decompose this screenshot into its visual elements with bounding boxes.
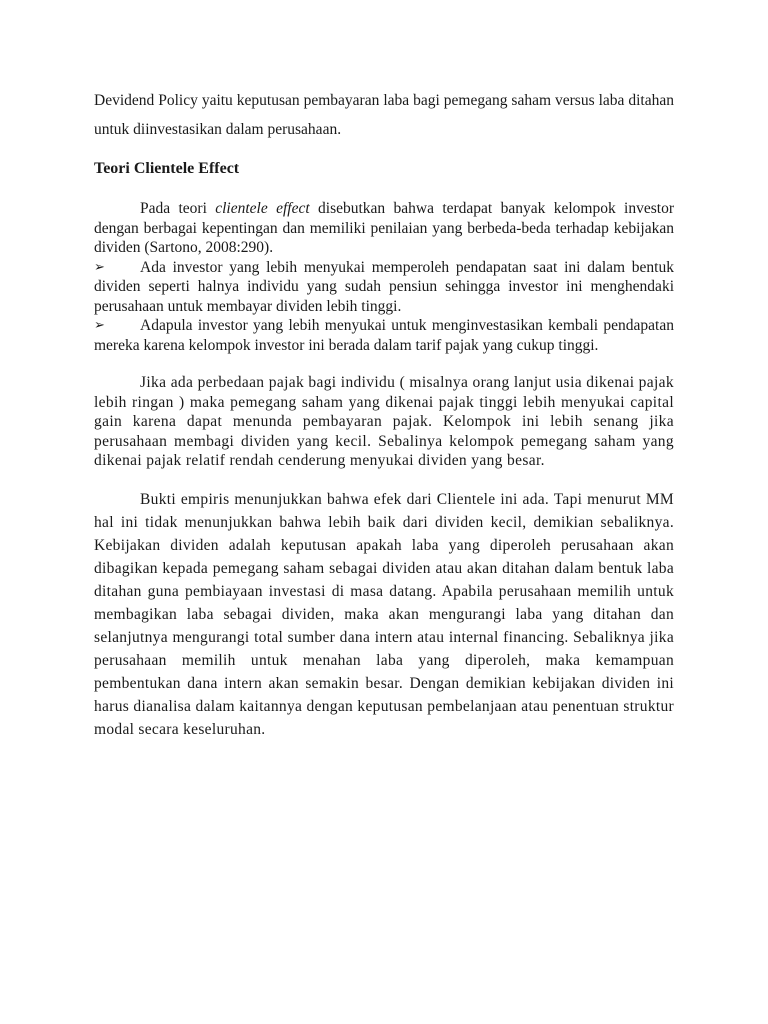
para1-text-before: Pada teori <box>140 200 216 217</box>
para1-text-after: disebutkan bahwa terdapat banyak kelompok investor dengan berbagai kepentingan dan memiliki penilaian yang berbeda-beda terhadap kebijakan dividen (Sartono, 2008:290). <box>94 200 674 256</box>
arrow-bullet-icon: ➢ <box>94 259 105 275</box>
tax-difference-paragraph: Jika ada perbedaan pajak bagi individu ( misalnya orang lanjut usia dikenai pajak lebih ringan ) maka pemegang saham yang dikenai pajak tinggi lebih menyukai capital gain karena dapat menunda pembayaran pajak. Kelompok ini lebih senang jika perusahaan membagi dividen yang kecil. Sebalinya kelompok pemegang saham yang dikenai pajak relatif rendah cenderung menyukai dividen yang besar. <box>94 374 674 469</box>
section-heading: Teori Clientele Effect <box>94 160 240 177</box>
bullet-item <box>94 258 674 317</box>
para1-italic-term: clientele effect <box>215 200 310 217</box>
bullet-item <box>94 316 674 355</box>
intro-paragraph: Devidend Policy yaitu keputusan pembayaran laba bagi pemegang saham versus laba ditahan untuk diinvestasikan dalam perusahaan. <box>94 92 674 138</box>
bullet-text: Adapula investor yang lebih menyukai untuk menginvestasikan kembali pendapatan mereka karena kelompok investor ini berada dalam tarif pajak yang cukup tinggi. <box>94 317 674 354</box>
clientele-intro-paragraph <box>94 199 674 258</box>
bullet-text: Ada investor yang lebih menyukai memperoleh pendapatan saat ini dalam bentuk dividen seperti halnya individu yang sudah pensiun sehingga investor ini menghendaki perusahaan untuk membayar dividen lebih tinggi. <box>94 258 674 315</box>
empirical-evidence-paragraph: Bukti empiris menunjukkan bahwa efek dari Clientele ini ada. Tapi menurut MM hal ini tidak menunjukkan bahwa lebih baik dari dividen kecil, demikian sebaliknya. Kebijakan dividen adalah keputusan apakah laba yang diperoleh perusahaan akan dibagikan kepada pemegang saham sebagai dividen atau akan ditahan dalam bentuk laba ditahan guna pembiayaan investasi di masa datang. Apabila perusahaan memilih untuk membagikan laba sebagai dividen, maka akan mengurangi laba yang ditahan dan selanjutnya mengurangi total sumber dana intern atau internal financing. Sebaliknya jika perusahaan memilih untuk menahan laba yang diperoleh, maka kemampuan pembentukan dana intern akan semakin besar. Dengan demikian kebijakan dividen ini harus dianalisa dalam kaitannya dengan keputusan pembelanjaan atau penentuan struktur modal secara keseluruhan. <box>94 490 674 739</box>
document-page <box>94 86 674 742</box>
arrow-bullet-icon: ➢ <box>94 318 105 333</box>
